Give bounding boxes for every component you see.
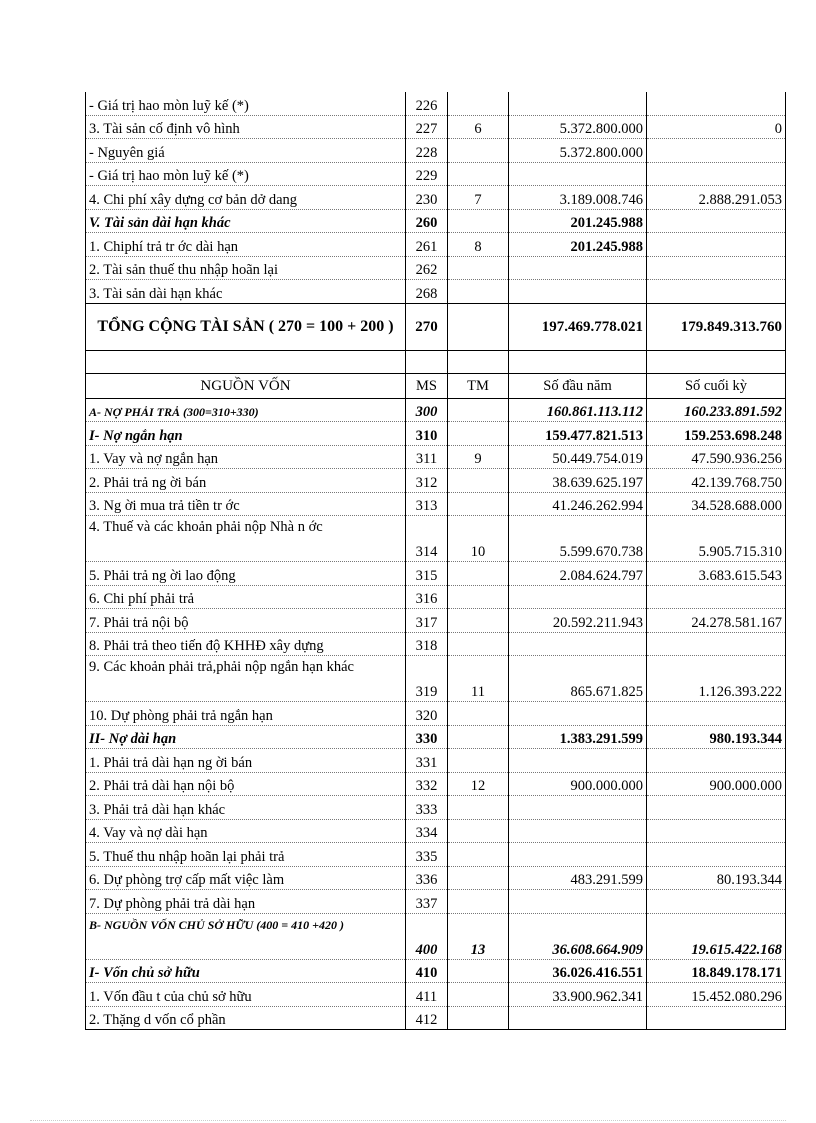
row-tm: 10 [448,516,509,562]
row-begin: 50.449.754.019 [509,445,647,469]
row-ms: 310 [406,422,448,446]
row-tm: 7 [448,186,509,210]
row-end [647,585,786,609]
row-tm [448,725,509,749]
row-begin [509,280,647,304]
table-row [86,843,786,867]
total-assets-tm [448,303,509,350]
row-label: B- NGUỒN VỐN CHỦ SỞ HỮU (400 = 410 +420 ) [86,913,406,959]
capital-section [86,398,786,1030]
row-ms: 337 [406,890,448,914]
row-begin [509,819,647,843]
row-begin: 41.246.262.994 [509,492,647,516]
row-ms: 229 [406,162,448,186]
row-ms: 312 [406,469,448,493]
row-begin: 36.608.664.909 [509,913,647,959]
row-tm [448,632,509,656]
row-begin: 2.084.624.797 [509,562,647,586]
table-row [86,422,786,446]
row-tm: 12 [448,772,509,796]
row-begin [509,890,647,914]
row-end [647,209,786,233]
row-end: 0 [647,115,786,139]
row-label: 7. Phải trả nội bộ [86,609,406,633]
row-end: 47.590.936.256 [647,445,786,469]
row-end [647,1006,786,1030]
table-row [86,92,786,115]
row-ms: 335 [406,843,448,867]
row-label: 8. Phải trả theo tiến độ KHHĐ xây dựng [86,632,406,656]
row-tm [448,959,509,983]
table-row [86,772,786,796]
table-row [86,139,786,163]
row-begin [509,632,647,656]
row-ms: 300 [406,398,448,422]
row-end [647,162,786,186]
row-begin: 865.671.825 [509,656,647,702]
row-ms: 332 [406,772,448,796]
row-tm [448,139,509,163]
row-tm [448,469,509,493]
table-row [86,1006,786,1030]
row-label: 1. Vay và nợ ngắn hạn [86,445,406,469]
table-row [86,796,786,820]
row-end: 159.253.698.248 [647,422,786,446]
row-tm [448,92,509,115]
row-begin: 5.372.800.000 [509,115,647,139]
row-label: 3. Tài sản cố định vô hình [86,115,406,139]
row-ms: 330 [406,725,448,749]
row-begin: 159.477.821.513 [509,422,647,446]
row-label: II- Nợ dài hạn [86,725,406,749]
row-label: 5. Phải trả ng ời lao động [86,562,406,586]
table-row [86,913,786,959]
table-row [86,209,786,233]
row-end [647,632,786,656]
row-end: 80.193.344 [647,866,786,890]
header-capital-label: NGUỒN VỐN [86,373,406,398]
row-begin: 201.245.988 [509,209,647,233]
row-tm [448,162,509,186]
row-ms: 262 [406,256,448,280]
row-label: A- NỢ PHẢI TRẢ (300=310+330) [86,398,406,422]
balance-sheet-table [85,92,786,1030]
row-end: 42.139.768.750 [647,469,786,493]
row-begin: 33.900.962.341 [509,983,647,1007]
row-label: - Giá trị hao mòn luỹ kế (*) [86,92,406,115]
row-label: I- Nợ ngắn hạn [86,422,406,446]
row-begin [509,585,647,609]
row-begin: 201.245.988 [509,233,647,257]
row-end [647,92,786,115]
row-ms: 334 [406,819,448,843]
table-row [86,702,786,726]
table-row [86,162,786,186]
table-row [86,609,786,633]
row-ms: 316 [406,585,448,609]
row-ms: 311 [406,445,448,469]
row-end: 18.849.178.171 [647,959,786,983]
row-tm [448,796,509,820]
table-row [86,280,786,304]
row-end [647,843,786,867]
row-tm [448,843,509,867]
row-begin [509,843,647,867]
row-ms: 318 [406,632,448,656]
row-tm [448,819,509,843]
row-begin: 5.599.670.738 [509,516,647,562]
total-assets-end: 179.849.313.760 [647,303,786,350]
page-bottom-rule [30,1120,786,1121]
row-begin [509,1006,647,1030]
row-begin: 38.639.625.197 [509,469,647,493]
balance-sheet [85,92,785,1030]
row-end [647,749,786,773]
row-ms: 228 [406,139,448,163]
row-tm: 9 [448,445,509,469]
row-end: 980.193.344 [647,725,786,749]
header-ms: MS [406,373,448,398]
row-end [647,819,786,843]
row-end: 15.452.080.296 [647,983,786,1007]
row-label: 3. Ng ời mua trả tiền tr ớc [86,492,406,516]
row-tm [448,890,509,914]
row-label: - Nguyên giá [86,139,406,163]
assets-section [86,92,786,303]
row-tm [448,492,509,516]
row-tm [448,609,509,633]
row-tm [448,209,509,233]
total-assets-ms: 270 [406,303,448,350]
row-ms: 317 [406,609,448,633]
row-begin: 483.291.599 [509,866,647,890]
row-tm [448,1006,509,1030]
row-label: 1. Vốn đầu t của chủ sở hữu [86,983,406,1007]
table-row [86,983,786,1007]
table-row [86,469,786,493]
row-begin [509,749,647,773]
table-row [86,585,786,609]
row-tm [448,702,509,726]
table-row [86,819,786,843]
row-begin: 1.383.291.599 [509,725,647,749]
row-begin: 3.189.008.746 [509,186,647,210]
table-row [86,749,786,773]
total-assets-begin: 197.469.778.021 [509,303,647,350]
row-tm [448,562,509,586]
row-tm: 6 [448,115,509,139]
table-row [86,725,786,749]
row-ms: 268 [406,280,448,304]
row-label: 6. Chi phí phải trả [86,585,406,609]
row-begin: 160.861.113.112 [509,398,647,422]
row-ms: 412 [406,1006,448,1030]
row-end: 2.888.291.053 [647,186,786,210]
row-label: 4. Vay và nợ dài hạn [86,819,406,843]
table-row [86,186,786,210]
table-row [86,656,786,702]
row-end: 34.528.688.000 [647,492,786,516]
row-label: 4. Chi phí xây dựng cơ bản dở dang [86,186,406,210]
row-ms: 333 [406,796,448,820]
row-label: 9. Các khoản phải trả,phải nộp ngắn hạn khác [86,656,406,702]
row-ms: 260 [406,209,448,233]
row-label: 2. Tài sản thuế thu nhập hoãn lại [86,256,406,280]
row-begin: 20.592.211.943 [509,609,647,633]
row-tm: 13 [448,913,509,959]
row-tm: 11 [448,656,509,702]
row-end: 19.615.422.168 [647,913,786,959]
table-row [86,516,786,562]
row-ms: 410 [406,959,448,983]
row-begin [509,796,647,820]
row-tm [448,749,509,773]
spacer-row [86,350,786,373]
table-row [86,866,786,890]
row-end: 5.905.715.310 [647,516,786,562]
row-label: 2. Phải trả ng ời bán [86,469,406,493]
row-begin: 5.372.800.000 [509,139,647,163]
table-row [86,256,786,280]
row-ms: 227 [406,115,448,139]
total-assets-section [86,303,786,398]
row-end [647,139,786,163]
row-label: 2. Phải trả dài hạn nội bộ [86,772,406,796]
row-end: 1.126.393.222 [647,656,786,702]
row-end [647,280,786,304]
row-end: 3.683.615.543 [647,562,786,586]
row-label: 5. Thuế thu nhập hoãn lại phải trả [86,843,406,867]
row-begin [509,702,647,726]
row-tm [448,983,509,1007]
table-row [86,959,786,983]
row-label: 4. Thuế và các khoản phải nộp Nhà n ớc [86,516,406,562]
row-tm [448,422,509,446]
table-row [86,492,786,516]
row-end: 24.278.581.167 [647,609,786,633]
row-begin: 36.026.416.551 [509,959,647,983]
row-begin [509,256,647,280]
row-label: I- Vốn chủ sở hữu [86,959,406,983]
capital-header-row [86,373,786,398]
row-ms: 320 [406,702,448,726]
row-ms: 226 [406,92,448,115]
row-label: 10. Dự phòng phải trả ngắn hạn [86,702,406,726]
row-ms: 319 [406,656,448,702]
row-label: 6. Dự phòng trợ cấp mất việc làm [86,866,406,890]
table-row [86,562,786,586]
row-ms: 315 [406,562,448,586]
header-begin: Số đầu năm [509,373,647,398]
row-end [647,796,786,820]
row-begin [509,92,647,115]
table-row [86,632,786,656]
header-tm: TM [448,373,509,398]
table-row [86,115,786,139]
row-label: 3. Tài sản dài hạn khác [86,280,406,304]
row-tm: 8 [448,233,509,257]
row-tm [448,866,509,890]
row-label: 2. Thặng d vốn cổ phần [86,1006,406,1030]
total-assets-label: TỔNG CỘNG TÀI SẢN ( 270 = 100 + 200 ) [86,303,406,350]
row-end [647,233,786,257]
row-tm [448,280,509,304]
row-label: 1. Phải trả dài hạn ng ời bán [86,749,406,773]
row-ms: 411 [406,983,448,1007]
row-tm [448,256,509,280]
table-row [86,233,786,257]
row-ms: 261 [406,233,448,257]
row-end: 900.000.000 [647,772,786,796]
header-end: Số cuối kỳ [647,373,786,398]
row-ms: 400 [406,913,448,959]
row-end [647,256,786,280]
row-ms: 331 [406,749,448,773]
total-assets-row [86,303,786,350]
row-end [647,890,786,914]
row-end: 160.233.891.592 [647,398,786,422]
row-tm [448,398,509,422]
row-ms: 230 [406,186,448,210]
row-begin: 900.000.000 [509,772,647,796]
row-label: - Giá trị hao mòn luỹ kế (*) [86,162,406,186]
table-row [86,398,786,422]
row-label: 3. Phải trả dài hạn khác [86,796,406,820]
row-label: 1. Chiphí trả tr ớc dài hạn [86,233,406,257]
row-label: V. Tài sản dài hạn khác [86,209,406,233]
row-ms: 336 [406,866,448,890]
row-begin [509,162,647,186]
row-end [647,702,786,726]
row-ms: 314 [406,516,448,562]
row-label: 7. Dự phòng phải trả dài hạn [86,890,406,914]
table-row [86,890,786,914]
table-row [86,445,786,469]
row-ms: 313 [406,492,448,516]
row-tm [448,585,509,609]
